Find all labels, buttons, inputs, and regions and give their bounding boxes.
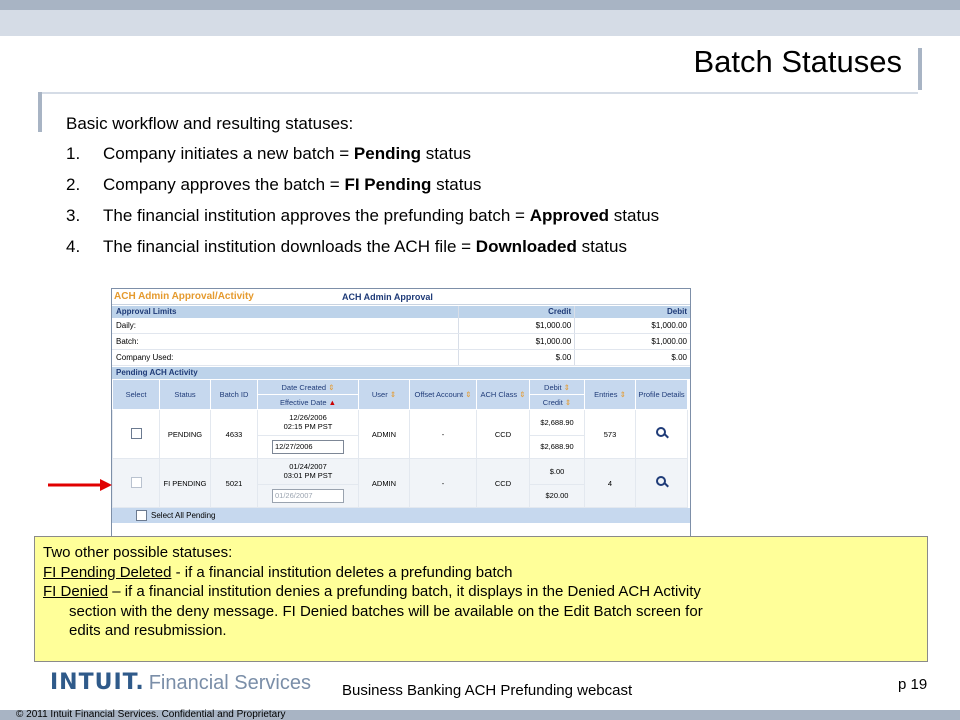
- pending-activity-table: [112, 379, 688, 508]
- col-select: Select: [113, 380, 160, 410]
- sort-icon: ⇕: [519, 390, 526, 399]
- ach-admin-screenshot: [111, 288, 691, 538]
- title-bracket: [918, 48, 922, 90]
- intro-text: Basic workflow and resulting statuses:: [66, 114, 354, 133]
- step-item: 1. Company initiates a new batch = Pending status: [66, 144, 472, 163]
- table-row-sub: 01/26/2007 $20.00: [113, 484, 688, 507]
- content-bracket-top: [38, 92, 918, 94]
- sort-icon: ⇕: [619, 390, 626, 399]
- approval-limits-header: Approval Limits Credit Debit: [112, 305, 690, 318]
- col-batch-id[interactable]: Batch ID: [211, 380, 258, 410]
- step-item: 4. The financial institution downloads the ACH file = Downloaded status: [66, 237, 627, 256]
- limit-row: Company Used: $.00 $.00: [112, 350, 690, 366]
- copyright-text: © 2011 Intuit Financial Services. Confidential and Proprietary: [16, 709, 286, 720]
- page-number: p 19: [898, 676, 928, 693]
- slide-title: Batch Statuses: [693, 44, 902, 79]
- sort-icon: ⇕: [389, 390, 397, 399]
- workflow-steps: [66, 144, 659, 268]
- table-row: PENDING 4633 12/26/2006 02:15 PM PST ADMIN - CCD $2,688.90 573: [113, 410, 688, 436]
- sort-icon: ⇕: [564, 397, 572, 407]
- select-all-label: Select All Pending: [151, 511, 216, 520]
- table-row: FI PENDING 5021 01/24/2007 03:01 PM PST ADMIN - CCD $.00 4: [113, 459, 688, 485]
- top-band: [0, 0, 960, 10]
- select-checkbox[interactable]: [131, 477, 142, 488]
- select-checkbox[interactable]: [131, 428, 142, 439]
- content-bracket-left: [38, 92, 42, 132]
- note-item: FI Pending Deleted - if a financial institution deletes a prefunding batch: [43, 563, 513, 581]
- limit-row: Batch: $1,000.00 $1,000.00: [112, 334, 690, 350]
- select-all-row: [112, 508, 690, 523]
- table-row-sub: 12/27/2006 $2,688.90: [113, 435, 688, 458]
- effective-date-input[interactable]: 01/26/2007: [272, 489, 344, 503]
- col-offset-account[interactable]: Offset Account ⇕: [410, 380, 477, 410]
- step-item: 2. Company approves the batch = FI Pending status: [66, 175, 482, 194]
- magnifier-icon[interactable]: [656, 427, 668, 439]
- sort-icon: ⇕: [328, 382, 335, 392]
- col-effective-date[interactable]: Effective Date ▲: [258, 395, 359, 410]
- red-arrow-icon: [48, 478, 112, 492]
- limit-row: Daily: $1,000.00 $1,000.00: [112, 318, 690, 334]
- note-item-continued: edits and resubmission.: [69, 622, 227, 639]
- col-user[interactable]: User ⇕: [359, 380, 410, 410]
- app-header: [112, 289, 690, 305]
- col-debit[interactable]: Debit ⇕: [530, 380, 585, 395]
- top-band-light: [0, 10, 960, 36]
- col-ach-class[interactable]: ACH Class ⇕: [477, 380, 530, 410]
- step-item: 3. The financial institution approves the prefunding batch = Approved status: [66, 206, 660, 225]
- col-status[interactable]: Status: [160, 380, 211, 410]
- effective-date-input[interactable]: 12/27/2006: [272, 440, 344, 454]
- footer-title: Business Banking ACH Prefunding webcast: [342, 682, 633, 699]
- col-credit[interactable]: Credit ⇕: [530, 395, 585, 410]
- sort-desc-icon: ▲: [328, 397, 337, 407]
- col-entries[interactable]: Entries ⇕: [585, 380, 636, 410]
- statuses-note: [34, 536, 928, 662]
- note-item: FI Denied – if a financial institution denies a prefunding batch, it displays in the Denied ACH Activity: [43, 583, 701, 600]
- app-title-tab[interactable]: ACH Admin Approval/Activity: [114, 291, 254, 302]
- app-section-title: ACH Admin Approval: [342, 291, 433, 302]
- note-heading: Two other possible statuses:: [43, 544, 233, 561]
- pending-activity-header: Pending ACH Activity: [112, 366, 690, 379]
- select-all-checkbox[interactable]: [136, 510, 147, 521]
- col-profile-details: Profile Details: [636, 380, 688, 410]
- magnifier-icon[interactable]: [656, 476, 668, 488]
- sort-icon: ⇕: [563, 382, 570, 392]
- note-item-continued: section with the deny message. FI Denied batches will be available on the Edit Batch screen for: [69, 602, 703, 620]
- intuit-logo: INTUIT. Financial Services: [50, 670, 311, 695]
- col-date-created[interactable]: Date Created ⇕: [258, 380, 359, 395]
- sort-icon: ⇕: [465, 390, 472, 399]
